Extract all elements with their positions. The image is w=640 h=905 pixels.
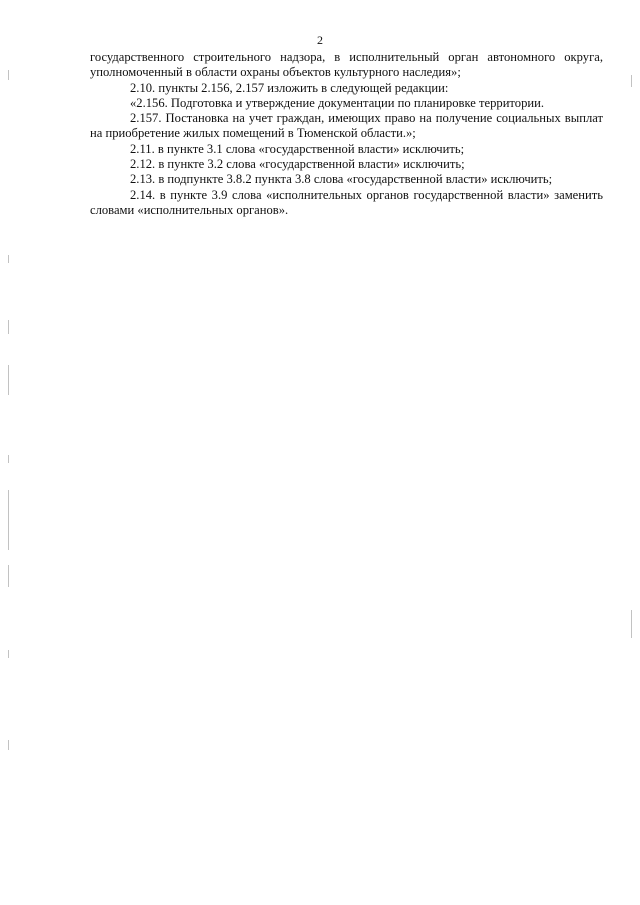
scan-artifact xyxy=(8,365,9,395)
paragraph-2-12: 2.12. в пункте 3.2 слова «государственной власти» исключить; xyxy=(130,157,465,172)
scan-artifact xyxy=(8,255,9,263)
paragraph-continuation: государственного строительного надзора, в исполнительный орган автономного округа, уполномоченный в области охраны объектов культурного наследия»; xyxy=(90,50,603,80)
scan-artifact xyxy=(8,565,9,587)
scan-artifact xyxy=(8,490,9,550)
scan-artifact xyxy=(8,740,9,750)
document-body xyxy=(90,50,603,218)
paragraph-2-11: 2.11. в пункте 3.1 слова «государственной власти» исключить; xyxy=(130,141,465,156)
paragraph-2-157: 2.157. Постановка на учет граждан, имеющих право на получение социальных выплат на приобретение жилых помещений в Тюменской области.»; xyxy=(90,111,603,141)
paragraph-2-10: 2.10. пункты 2.156, 2.157 изложить в следующей редакции: xyxy=(130,80,449,95)
paragraph-2-14: 2.14. в пункте 3.9 слова «исполнительных органов государственной власти» заменить словами «исполнительных органов». xyxy=(90,187,603,217)
scan-artifact xyxy=(8,650,9,658)
scan-artifact xyxy=(8,455,9,463)
scan-artifact xyxy=(8,70,9,80)
scan-artifact xyxy=(631,610,632,638)
scan-artifact xyxy=(631,75,632,87)
paragraph-2-13: 2.13. в подпункте 3.8.2 пункта 3.8 слова «государственной власти» исключить; xyxy=(130,172,553,187)
page-number: 2 xyxy=(317,33,323,47)
paragraph-2-156: «2.156. Подготовка и утверждение документации по планировке территории. xyxy=(130,95,544,110)
scan-artifact xyxy=(8,320,9,334)
